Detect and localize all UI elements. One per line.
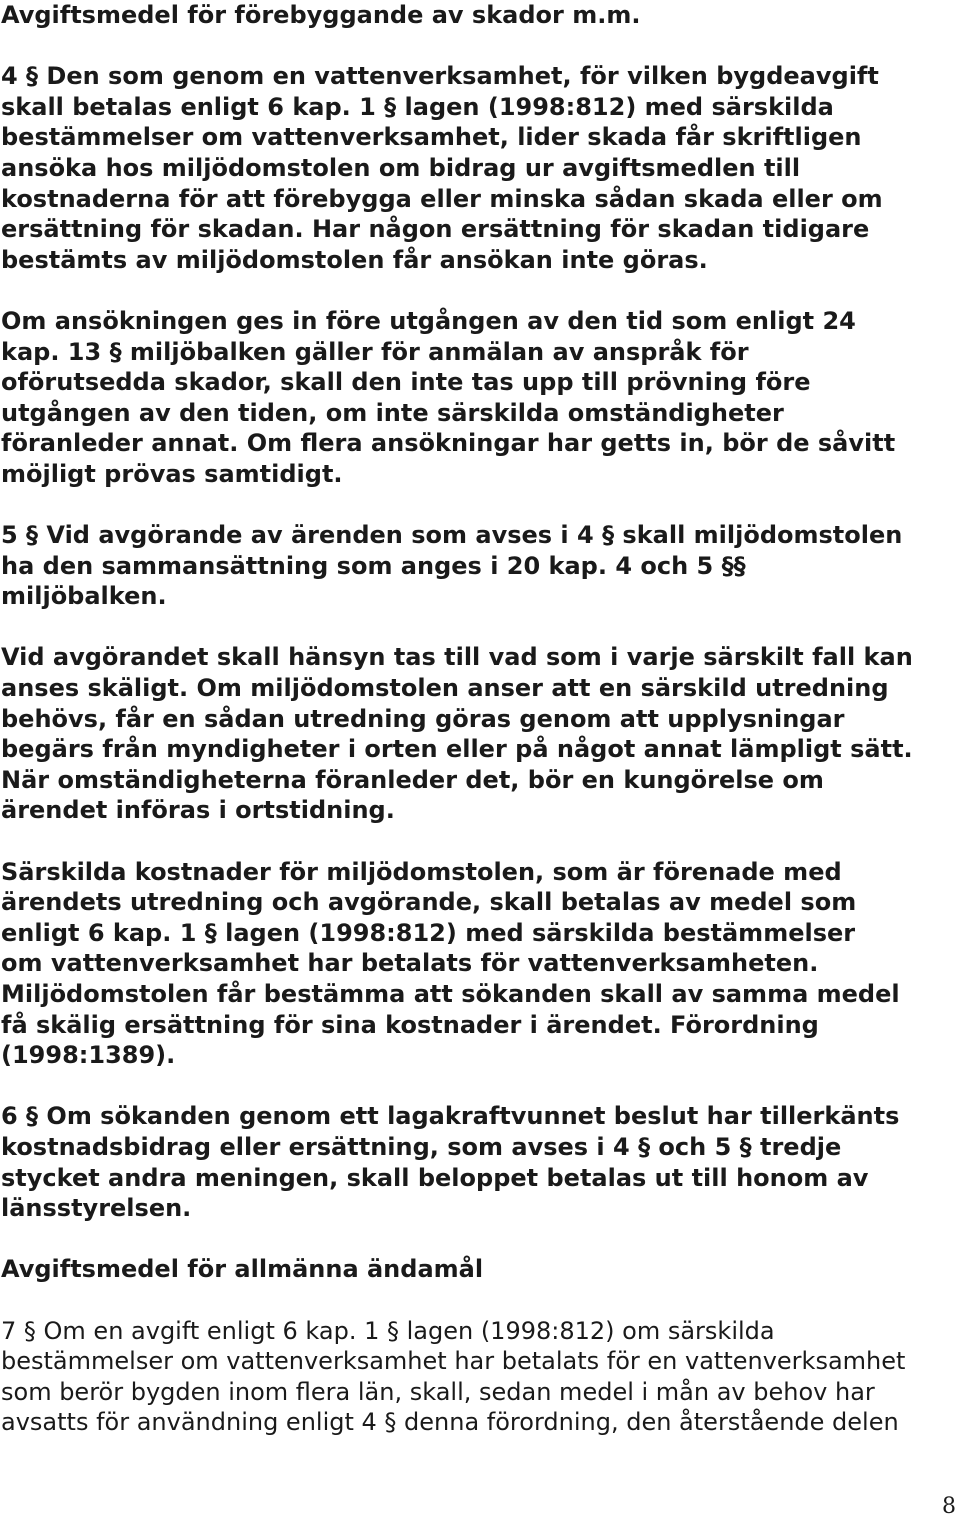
text-line: ansöka hos miljödomstolen om bidrag ur avgiftsmedlen till: [1, 153, 801, 182]
text-line: begärs från myndigheter i orten eller på något annat lämpligt sätt.: [1, 735, 913, 764]
text-line: enligt 6 kap. 1 § lagen (1998:812) med särskilda bestämmelser: [1, 918, 856, 947]
text-line: ärendet införas i ortstidning.: [1, 796, 395, 825]
text-line: När omständigheterna föranleder det, bör en kungörelse om: [1, 765, 824, 794]
section-7-paragraph-1: [0, 1316, 960, 1438]
text-line: oförutsedda skador, skall den inte tas upp till prövning före: [1, 368, 811, 397]
section-5-paragraph-3: [0, 857, 960, 1071]
text-line: som berör bygden inom flera län, skall, sedan medel i mån av behov har: [1, 1377, 875, 1406]
text-line: Särskilda kostnader för miljödomstolen, som är förenade med: [1, 857, 842, 886]
text-line: Avgiftsmedel för allmänna ändamål: [1, 1255, 484, 1284]
text-line: utgången av den tiden, om inte särskilda omständigheter: [1, 398, 784, 427]
heading-avgiftsmedel-allmanna-andamal: [0, 1254, 960, 1285]
section-5-paragraph-2: [0, 642, 960, 826]
paragraph-gap: [0, 1224, 960, 1255]
section-4-paragraph-1: [0, 61, 960, 275]
text-line: anses skäligt. Om miljödomstolen anser att en särskild utredning: [1, 674, 889, 703]
text-line: 4 § Den som genom en vattenverksamhet, för vilken bygdeavgift: [1, 62, 879, 91]
text-line: (1998:1389).: [1, 1041, 176, 1070]
paragraph-gap: [0, 1285, 960, 1316]
paragraph-gap: [0, 31, 960, 62]
text-line: Avgiftsmedel för förebyggande av skador m.m.: [1, 1, 641, 29]
heading-avgiftsmedel-forebyggande: [0, 0, 960, 31]
paragraph-gap: [0, 1071, 960, 1102]
text-line: miljöbalken.: [1, 582, 167, 611]
text-line: Vid avgörandet skall hänsyn tas till vad som i varje särskilt fall kan: [1, 643, 913, 672]
text-line: 7 § Om en avgift enligt 6 kap. 1 § lagen (1998:812) om särskilda: [1, 1316, 775, 1345]
text-line: få skälig ersättning för sina kostnader i ärendet. Förordning: [1, 1010, 819, 1039]
page-number: 8: [942, 1494, 956, 1519]
text-line: Om ansökningen ges in före utgången av den tid som enligt 24: [1, 306, 856, 335]
paragraph-gap: [0, 612, 960, 643]
text-line: ärendets utredning och avgörande, skall betalas av medel som: [1, 888, 857, 917]
text-line: kap. 13 § miljöbalken gäller för anmälan av anspråk för: [1, 337, 749, 366]
paragraph-gap: [0, 275, 960, 306]
text-line: ha den sammansättning som anges i 20 kap. 4 och 5 §§: [1, 551, 746, 580]
paragraph-gap: [0, 490, 960, 521]
section-6-paragraph-1: [0, 1101, 960, 1223]
text-line: bestämmelser om vattenverksamhet har betalats för en vattenverksamhet: [1, 1347, 906, 1376]
text-line: 5 § Vid avgörande av ärenden som avses i 4 § skall miljödomstolen: [1, 521, 903, 550]
text-line: föranleder annat. Om flera ansökningar har getts in, bör de såvitt: [1, 429, 896, 458]
text-line: bestämmelser om vattenverksamhet, lider skada får skriftligen: [1, 123, 862, 152]
text-line: skall betalas enligt 6 kap. 1 § lagen (1998:812) med särskilda: [1, 92, 834, 121]
text-line: om vattenverksamhet har betalats för vattenverksamheten.: [1, 949, 819, 978]
text-line: kostnadsbidrag eller ersättning, som avses i 4 § och 5 § tredje: [1, 1132, 842, 1161]
text-line: Miljödomstolen får bestämma att sökanden skall av samma medel: [1, 980, 900, 1008]
text-line: 6 § Om sökanden genom ett lagakraftvunnet beslut har tillerkänts: [1, 1102, 900, 1131]
text-line: möjligt prövas samtidigt.: [1, 459, 343, 488]
text-line: ersättning för skadan. Har någon ersättning för skadan tidigare: [1, 215, 870, 244]
section-5-paragraph-1: [0, 520, 960, 612]
text-line: länsstyrelsen.: [1, 1194, 192, 1223]
text-line: behövs, får en sådan utredning göras genom att upplysningar: [1, 704, 845, 733]
text-line: bestämts av miljödomstolen får ansökan inte göras.: [1, 245, 708, 274]
text-line: avsatts för användning enligt 4 § denna förordning, den återstående delen: [1, 1408, 899, 1437]
paragraph-gap: [0, 826, 960, 857]
text-line: kostnaderna för att förebygga eller minska sådan skada eller om: [1, 184, 883, 213]
section-4-paragraph-2: [0, 306, 960, 490]
text-line: stycket andra meningen, skall beloppet betalas ut till honom av: [1, 1163, 869, 1192]
